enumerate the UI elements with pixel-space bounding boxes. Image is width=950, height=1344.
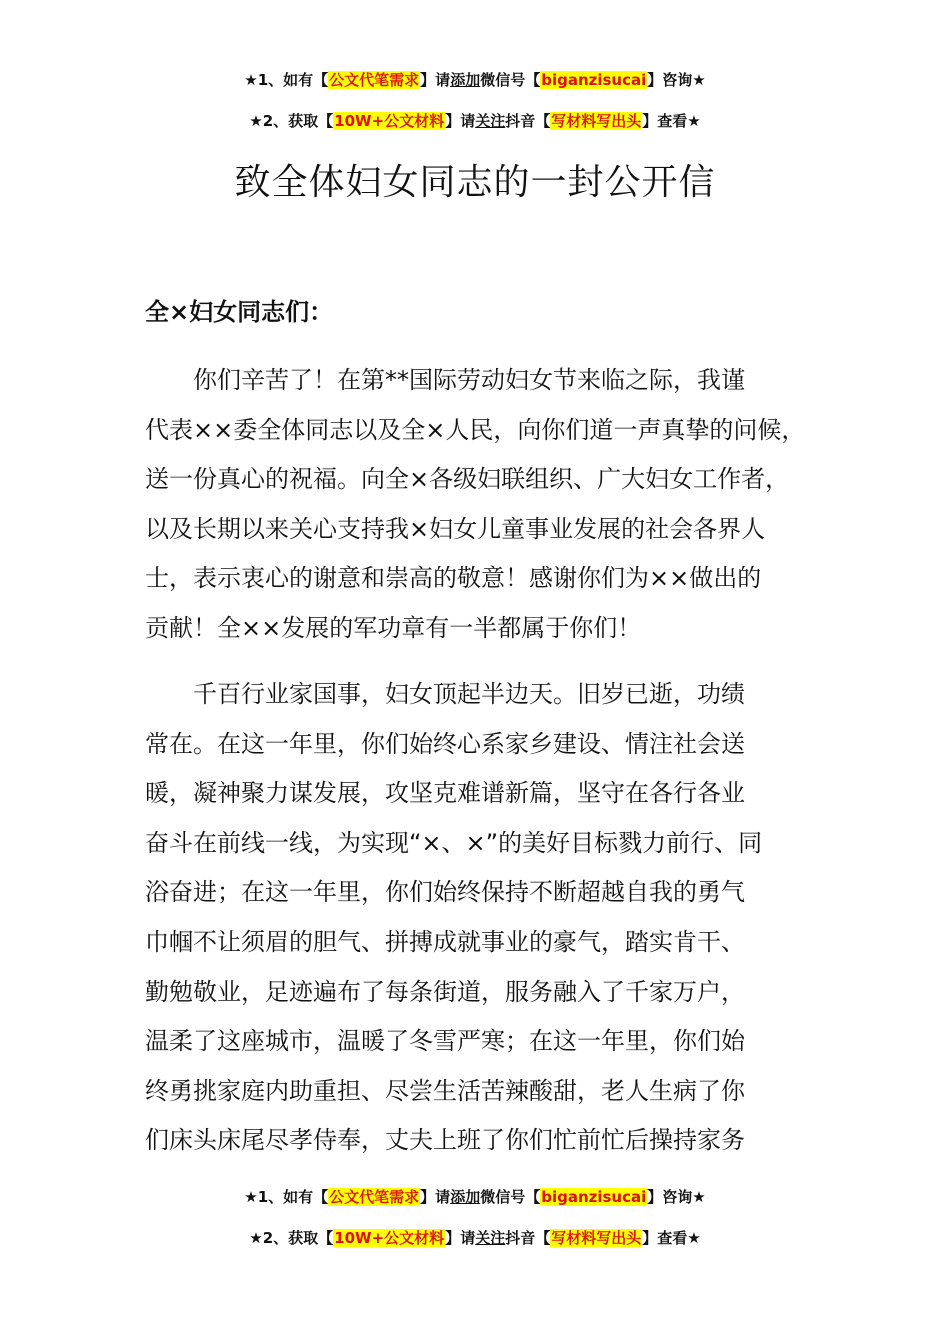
promo-prefix: ★2、获取【: [249, 112, 334, 130]
promo-highlight-service: 公文代笔需求: [329, 71, 420, 89]
salutation: 全×妇女同志们：: [145, 298, 334, 326]
paragraph-line: 千百行业家国事，妇女顶起半边天。旧岁已逝，功绩: [193, 680, 745, 708]
promo-suffix: 】咨询★: [647, 71, 706, 89]
document-title: 致全体妇女同志的一封公开信: [234, 162, 716, 203]
footer-promo-line-2: [0, 1228, 950, 1248]
body-paragraph-2: [145, 670, 845, 1166]
body-paragraph-1: [145, 356, 845, 654]
paragraph-line: 代表××委全体同志以及全×人民，向你们道一声真挚的问候，: [145, 415, 806, 444]
header-promo-line-2: [0, 111, 950, 131]
paragraph-line: 送一份真心的祝福。向全×各级妇联组织、广大妇女工作者，: [145, 465, 790, 494]
promo-underlined-text: 关注: [475, 112, 506, 130]
paragraph-line: 士，表示衷心的谢意和崇高的敬意！感谢你们为××做出的: [145, 564, 762, 593]
paragraph-line: 们床头床尾尽孝侍奉，丈夫上班了你们忙前忙后操持家务: [145, 1126, 745, 1155]
paragraph-line: 以及长期以来关心支持我×妇女儿童事业发展的社会各界人: [145, 514, 766, 543]
promo-text: 】请: [445, 1229, 476, 1247]
promo-text: 抖音【: [505, 1229, 551, 1247]
paragraph-line: 巾帼不让须眉的胆气、拼搏成就事业的豪气，踏实肯干、: [145, 927, 745, 956]
promo-highlight-douyin: 写材料写出头: [551, 1229, 642, 1247]
promo-text: 微信号【: [480, 1188, 541, 1206]
promo-highlight-materials: 10W+公文材料: [334, 1229, 445, 1247]
paragraph-line: 暖，凝神聚力谋发展，攻坚克难谱新篇，坚守在各行各业: [145, 779, 745, 808]
promo-text: 】请: [420, 71, 451, 89]
promo-underlined-text: 关注: [475, 1229, 506, 1247]
promo-suffix: 】查看★: [642, 112, 701, 130]
paragraph-line: 常在。在这一年里，你们始终心系家乡建设、情注社会送: [145, 729, 745, 758]
footer-promo-line-1: [0, 1187, 950, 1207]
promo-highlight-service: 公文代笔需求: [329, 1188, 420, 1206]
promo-suffix: 】查看★: [642, 1229, 701, 1247]
paragraph-line: 浴奋进；在这一年里，你们始终保持不断超越自我的勇气: [145, 878, 745, 907]
promo-suffix: 】咨询★: [647, 1188, 706, 1206]
promo-highlight-wechat-id: biganzisucai: [541, 71, 647, 89]
promo-prefix: ★1、如有【: [244, 1188, 329, 1206]
header-promo-line-1: [0, 70, 950, 90]
promo-underlined-text: 添加: [450, 71, 481, 89]
promo-underlined-text: 添加: [450, 1188, 481, 1206]
paragraph-line: 勤勉敬业，足迹遍布了每条街道，服务融入了千家万户，: [145, 977, 745, 1006]
promo-highlight-wechat-id: biganzisucai: [541, 1188, 647, 1206]
promo-highlight-douyin: 写材料写出头: [551, 112, 642, 130]
paragraph-line: 你们辛苦了！在第**国际劳动妇女节来临之际，我谨: [193, 366, 745, 394]
promo-prefix: ★2、获取【: [249, 1229, 334, 1247]
paragraph-line: 贡献！全××发展的军功章有一半都属于你们！: [145, 613, 642, 642]
promo-text: 抖音【: [505, 112, 551, 130]
promo-text: 微信号【: [480, 71, 541, 89]
promo-text: 】请: [420, 1188, 451, 1206]
paragraph-line: 温柔了这座城市，温暖了冬雪严寒；在这一年里，你们始: [145, 1027, 745, 1056]
paragraph-line: 终勇挑家庭内助重担、尽尝生活苦辣酸甜，老人生病了你: [145, 1076, 745, 1105]
promo-prefix: ★1、如有【: [244, 71, 329, 89]
promo-highlight-materials: 10W+公文材料: [334, 112, 445, 130]
promo-text: 】请: [445, 112, 476, 130]
paragraph-line: 奋斗在前线一线，为实现“×、×”的美好目标戮力前行、同: [145, 828, 763, 857]
